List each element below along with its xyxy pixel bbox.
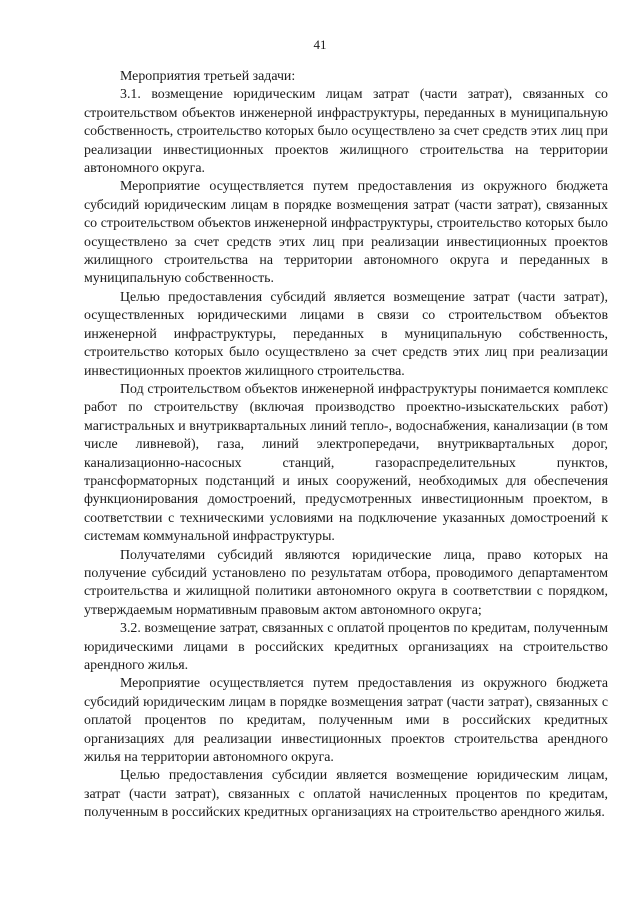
paragraph-3-2: 3.2. возмещение затрат, связанных с оплатой процентов по кредитам, полученным юридическими лицами в российских кредитных организациях на строительство арендного жилья. [84, 621, 608, 673]
page-number: 41 [313, 37, 327, 52]
paragraph-subsidy-goal-2: Целью предоставления субсидии является возмещение юридическим лицам, затрат (части затрат), связанных с оплатой начисленных процентов по кредитам, полученным в российских кредитных организациях на строительство арендного жилья. [84, 768, 608, 821]
paragraph-recipients: Получателями субсидий являются юридические лица, право которых на получение субсидий установлено по результатам отбора, проводимого департаментом строительства и жилищной политики автономного округа в соответствии с порядком, утверждаемым нормативным правовым актом автономного округа; [84, 547, 608, 618]
paragraph-3-1: 3.1. возмещение юридическим лицам затрат (части затрат), связанных со строительством объектов инженерной инфраструктуры, переданных в муниципальную собственность, строительство которых было осуществлено за счет средств этих лиц при реализации инвестиционных проектов жилищного строительства на территории автономного округа. [84, 87, 608, 177]
document-body [84, 68, 608, 823]
section-heading: Мероприятия третьей задачи: [120, 69, 296, 84]
paragraph-infrastructure-definition: Под строительством объектов инженерной инфраструктуры понимается комплекс работ по строительству (включая производство проектно-изыскательских работ) магистральных и внутриквартальных линий тепло-, водоснабжения, канализации (в том числе ливневой), газа, линий электропередачи, внутриквартальных дорог, канализационно-насосных станций, газораспределительных пунктов, трансформаторных подстанций и иных сооружений, необходимых для обеспечения функционирования домостроений, предусмотренных инвестиционным проектом, в соответствии с техническими условиями на подключение указанных домостроений к системам коммунальной инфраструктуры. [84, 381, 608, 545]
paragraph-measure-description: Мероприятие осуществляется путем предоставления из окружного бюджета субсидий юридическим лицам в порядке возмещения затрат (части затрат), связанных со строительством объектов инженерной инфраструктуры, строительство которых было осуществлено за счет средств этих лиц при реализации инвестиционных проектов жилищного строительства на территории автономного округа и переданных в муниципальную собственность. [84, 179, 608, 287]
paragraph-measure-description-2: Мероприятие осуществляется путем предоставления из окружного бюджета субсидий юридическим лицам в порядке возмещения затрат (части затрат), связанных с оплатой процентов по кредитам, полученным ими в российских кредитных организациях для реализации инвестиционных проектов строительства арендного жилья на территории автономного округа. [84, 676, 608, 766]
paragraph-subsidy-goal: Целью предоставления субсидий является возмещение затрат (части затрат), осуществленных юридическими лицами в связи со строительством объектов инженерной инфраструктуры, переданных в муниципальную собственность, строительство которых было осуществлено за счет средств этих лиц при реализации инвестиционных проектов жилищного строительства. [84, 289, 608, 379]
